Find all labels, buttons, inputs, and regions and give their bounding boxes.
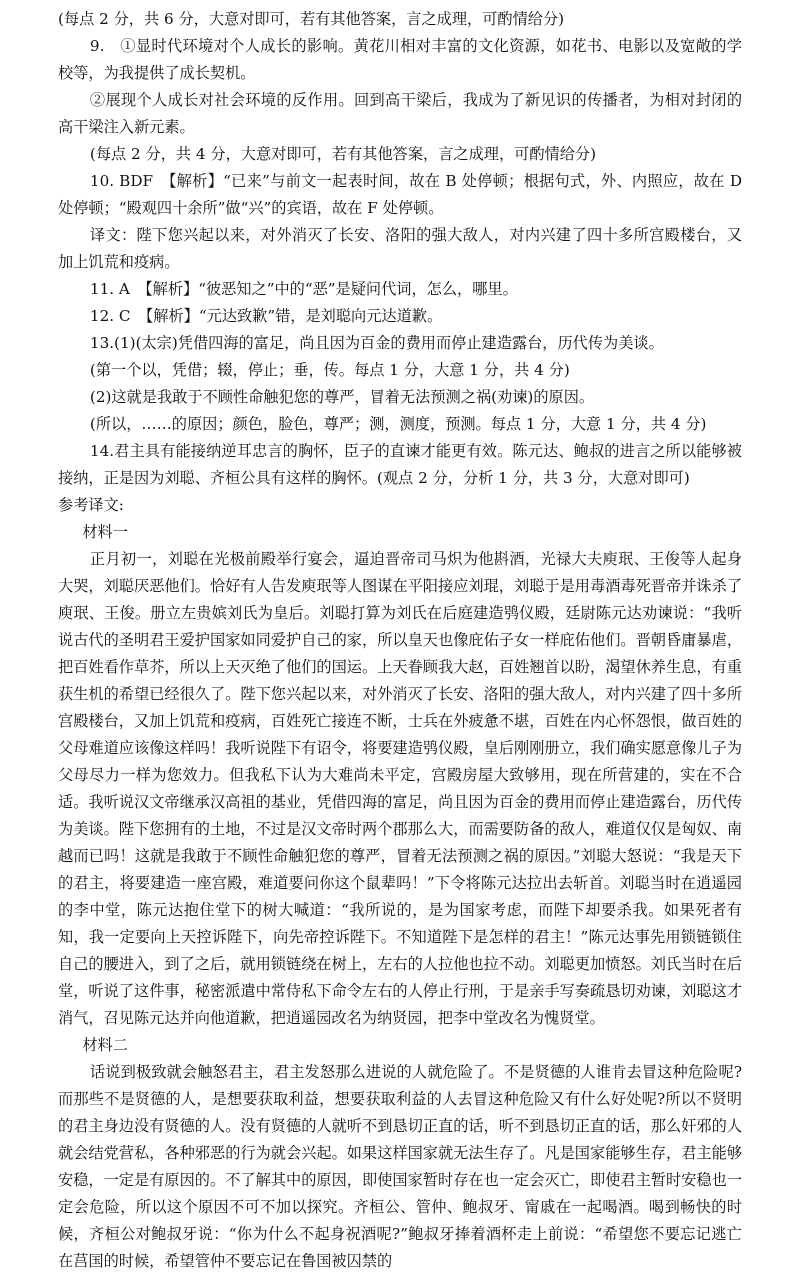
material-1-text: 正月初一，刘聪在光极前殿举行宴会，逼迫晋帝司马炽为他斟酒，光禄大夫庾珉、王俊等人起身大哭，刘聪厌恶他们。恰好有人告发庾珉等人图谋在平阳接应刘琨，刘聪于是用毒酒毒死晋帝并诛杀了庾珉、王俊。册立左贵嫔刘氏为皇后。刘聪打算为刘氏在后庭建造鸮仪殿，廷尉陈元达劝谏说：“我听说古代的圣明君王爱护国家如同爱护自己的家，所以皇天也像庇佑子女一样庇佑他们。晋朝昏庸暴虐，把百姓看作草芥，所以上天灭绝了他们的国运。上天眷顾我大赵，百姓翘首以盼，渴望休养生息，有重获生机的希望已经很久了。陛下您兴起以来，对外消灭了长安、洛阳的强大敌人，对内兴建了四十多所宫殿楼台，又加上饥荒和疫病，百姓死亡接连不断，士兵在外疲惫不堪，百姓在内心怀怨恨，做百姓的父母难道应该像这样吗！我听说陛下有诏令，将要建造鸮仪殿，皇后刚刚册立，我们确实愿意像儿子为父母尽力一样为您效力。但我私下认为大难尚未平定，宫殿房屋大致够用，现在所营建的，实在不合适。我听说汉文帝继承汉高祖的基业，凭借四海的富足，尚且因为百金的费用而停止建造露台，历代传为美谈。陛下您拥有的土地，不过是汉文帝时两个郡那么大，而需要防备的敌人，难道仅仅是匈奴、南越而已吗！这就是我敢于不顾性命触犯您的尊严，冒着无法预测之祸的原因。”刘聪大怒说：“我是天下的君主，将要建造一座宫殿，难道要问你这个鼠辈吗！”下令将陈元达拉出去斩首。刘聪当时在逍遥园的李中堂，陈元达抱住堂下的树大喊道：“我所说的，是为国家考虑，而陛下却要杀我。如果死者有知，我一定要向上天控诉陛下，向先帝控诉陛下。不知道陛下是怎样的君主！”陈元达事先用锁链锁住自己的腰进入，到了之后，就用锁链绕在树上，左右的人拉他也拉不动。刘聪更加愤怒。刘氏当时在后堂，听说了这件事，秘密派遣中常侍私下命令左右的人停止行刑，于是亲手写奏疏恳切劝谏，刘聪这才消气，召见陈元达并向他道歉，把逍遥园改名为纳贤园，把李中堂改名为愧贤堂。 [58, 550, 742, 1027]
q11-answer: 11. A 【解析】“彼恶知之”中的“恶”是疑问代词，怎么，哪里。 [89, 280, 518, 298]
q13-part-2-score: (所以，……的原因；颜色，脸色，尊严；测，测度，预测。每点 1 分，大意 1 分，共 4 分) [89, 415, 707, 433]
q12-answer: 12. C 【解析】“元达致歉”错，是刘聪向元达道歉。 [89, 307, 443, 325]
q10-answer: 10. BDF 【解析】“已来”与前文一起表时间，故在 B 处停顿；根据句式，外、内照应，故在 D 处停顿；“殿观四十余所”做“兴”的宾语，故在 F 处停顿。 [58, 172, 742, 217]
q9-answer-point-1: 9. ①显时代环境对个人成长的影响。黄花川相对丰富的文化资源，如花书、电影以及宽敞的学校等，为我提供了成长契机。 [58, 37, 742, 82]
material-1-title: 材料一 [82, 523, 128, 541]
material-2-title: 材料二 [82, 1036, 128, 1054]
material-2-text: 话说到极致就会触怒君主，君主发怒那么进说的人就危险了。不是贤德的人谁肯去冒这种危险呢?而那些不是贤德的人，是想要获取利益，想要获取利益的人去冒这种危险又有什么好处呢?所以不贤明的君主身边没有贤德的人。没有贤德的人就听不到恳切正直的话，听不到恳切正直的话，那么奸邪的人就会结党营私，各种邪恶的行为就会兴起。如果这样国家就无法生存了。凡是国家能够生存，君主能够安稳，一定是有原因的。不了解其中的原因，即使国家暂时存在也一定会灭亡，即使君主暂时安稳也一定会危险，所以这个原因不可不加以探究。齐桓公、管仲、鲍叔牙、甯戚在一起喝酒。喝到畅快的时候，齐桓公对鲍叔牙说：“你为什么不起身祝酒呢?”鲍叔牙捧着酒杯走上前说：“希望您不要忘记逃亡在莒国的时候，希望管仲不要忘记在鲁国被囚禁的 [58, 1063, 742, 1270]
q13-part-1-score: (第一个以，凭借；辍，停止；垂，传。每点 1 分，大意 1 分，共 4 分) [89, 361, 570, 379]
q8-score-note: (每点 2 分，共 6 分，大意对即可，若有其他答案，言之成理，可酌情给分) [58, 10, 565, 28]
q13-part-2: (2)这就是我敢于不顾性命触犯您的尊严，冒着无法预测之祸(劝谏)的原因。 [89, 388, 595, 406]
q9-score-note: (每点 2 分，共 4 分，大意对即可，若有其他答案，言之成理，可酌情给分) [89, 145, 597, 163]
q14-answer: 14.君主具有能接纳逆耳忠言的胸怀，臣子的直谏才能更有效。陈元达、鲍叔的进言之所以能够被接纳，正是因为刘聪、齐桓公具有这样的胸怀。(观点 2 分，分析 1 分，共 3 分，大意对即可) [58, 442, 742, 487]
q10-translation: 译文：陛下您兴起以来，对外消灭了长安、洛阳的强大敌人，对内兴建了四十多所宫殿楼台，又加上饥荒和疫病。 [58, 226, 742, 271]
q13-part-1: 13.(1)(太宗)凭借四海的富足，尚且因为百金的费用而停止建造露台，历代传为美谈。 [89, 334, 664, 352]
reference-translation-title: 参考译文: [58, 496, 124, 514]
q9-answer-point-2: ②展现个人成长对社会环境的反作用。回到高干梁后，我成为了新见识的传播者，为相对封闭的高干梁注入新元素。 [58, 91, 742, 136]
